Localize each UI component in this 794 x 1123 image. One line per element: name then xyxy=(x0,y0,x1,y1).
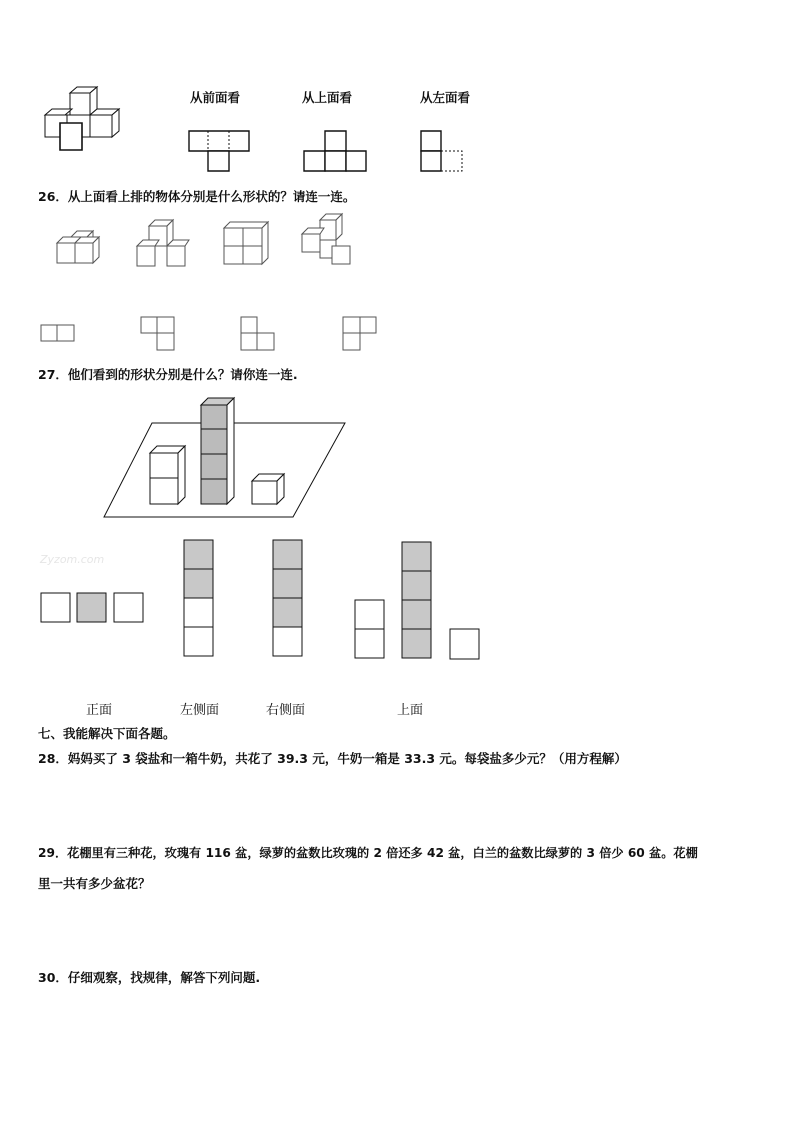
front-view-shape xyxy=(188,130,250,172)
top-view-shape xyxy=(303,130,367,172)
q26-shape-3 xyxy=(240,315,276,353)
q26-object-1 xyxy=(55,225,105,267)
question-26: 26．从上面看上排的物体分别是什么形状的？请连一连。 xyxy=(38,189,356,204)
q27-view-top xyxy=(401,541,433,661)
q26-shape-4 xyxy=(340,315,378,353)
question-28: 28．妈妈买了 3 袋盐和一箱牛奶，共花了 39.3 元，牛奶一箱是 33.3 元。每袋盐多少元？（用方程解） xyxy=(38,751,627,766)
q27-view-left xyxy=(183,539,215,659)
view-label-top: 从上面看 xyxy=(302,90,353,105)
watermark: Zyzom.com xyxy=(40,553,105,566)
question-29-line-2: 里一共有多少盆花？ xyxy=(38,876,151,891)
cube-figure-25 xyxy=(40,85,130,155)
view-label-front: 从前面看 xyxy=(190,90,241,105)
q27-view-right xyxy=(272,539,304,659)
q27-view-extra xyxy=(354,599,386,661)
left-view-shape xyxy=(420,130,464,172)
label-right-side: 右侧面 xyxy=(266,702,306,717)
view-label-left: 从左面看 xyxy=(420,90,471,105)
label-front: 正面 xyxy=(86,702,113,717)
section-7-heading: 七、我能解决下面各题。 xyxy=(38,726,176,741)
q26-shape-2 xyxy=(140,315,176,353)
q26-object-2 xyxy=(135,218,190,270)
q26-object-3 xyxy=(220,218,270,266)
question-27: 27．他们看到的形状分别是什么？请你连一连. xyxy=(38,367,298,382)
label-top: 上面 xyxy=(397,702,424,717)
q27-view-small xyxy=(449,628,481,661)
q27-scene xyxy=(100,393,350,523)
question-30: 30．仔细观察，找规律，解答下列问题. xyxy=(38,970,261,985)
q26-shape-1 xyxy=(40,323,76,343)
q27-view-front xyxy=(40,592,146,624)
label-left-side: 左侧面 xyxy=(180,702,220,717)
q26-object-4 xyxy=(300,212,355,267)
question-29-line-1: 29．花棚里有三种花，玫瑰有 116 盆，绿萝的盆数比玫瑰的 2 倍还多 42 盆，白兰的盆数比绿萝的 3 倍少 60 盆。花棚 xyxy=(38,846,698,860)
